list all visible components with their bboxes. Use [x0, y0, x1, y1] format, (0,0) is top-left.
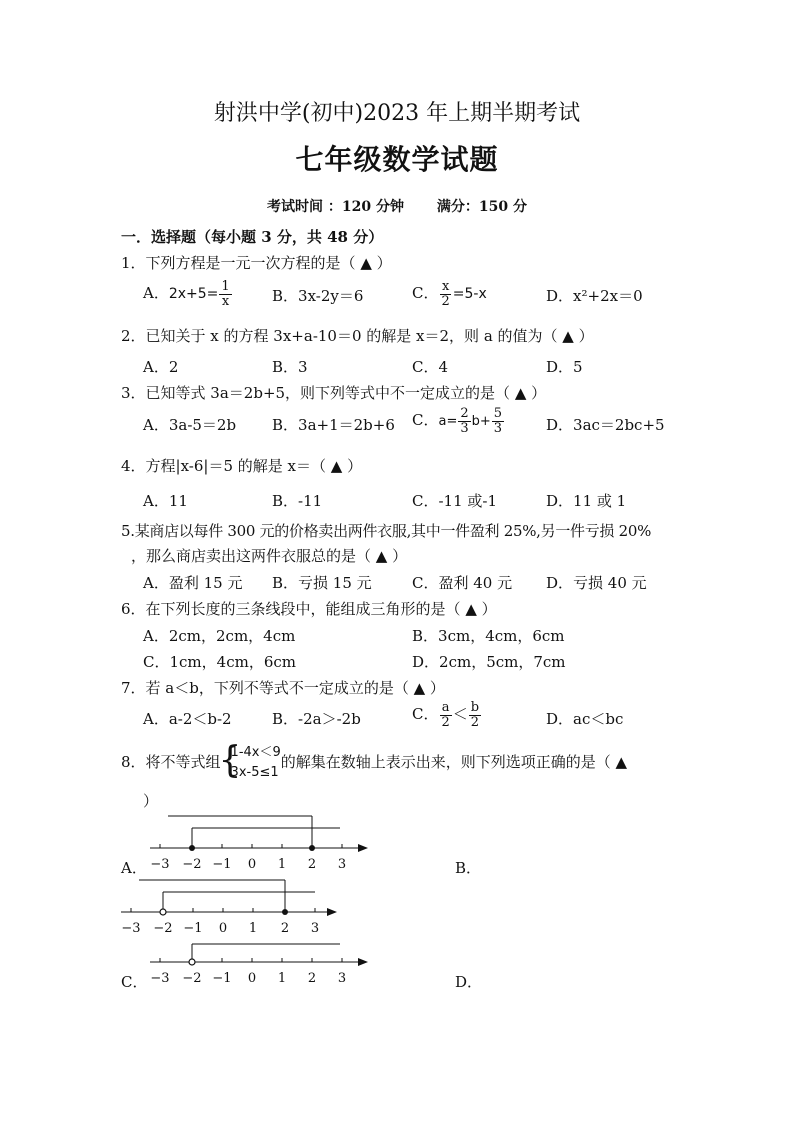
tick-label: 3 [310, 921, 320, 936]
tick-label: −1 [212, 971, 232, 986]
question-7-option-c: C． $\frac{a}{2}$ ＜ $\frac{b}{2}$ [412, 700, 480, 730]
question-6-option-a: A．2cm，2cm，4cm [143, 627, 296, 645]
tick-label: 0 [247, 971, 257, 986]
question-5-stem-line1: 5.某商店以每件 300 元的价格卖出两件衣服,其中一件盈利 25%,另一件亏损 20% [121, 522, 652, 540]
question-8-stem: 8．将不等式组 { 1-4x＜9 3x-5≤1 的解集在数轴上表示出来，则下列选项正确的是（ ▲ [121, 740, 628, 781]
number-line-b [113, 876, 353, 940]
exam-subtitle: 七年级数学试题 [295, 143, 499, 176]
question-5-option-d: D．亏损 40 元 [546, 574, 647, 592]
exam-title: 射洪中学(初中)2023 年上期半期考试 [213, 101, 581, 126]
question-6-option-d: D．2cm，5cm，7cm [412, 653, 566, 671]
question-2-stem: 2．已知关于 x 的方程 3x+a-10＝0 的解是 x＝2，则 a 的值为（ ▲ ） [121, 327, 594, 345]
question-3-option-a: A．3a-5＝2b [143, 416, 237, 434]
question-8-stem-line2: ） [143, 792, 159, 810]
question-2-option-c: C．4 [412, 358, 449, 376]
tick-label: −2 [182, 857, 202, 872]
question-5-option-b: B．亏损 15 元 [272, 574, 372, 592]
question-5-option-a: A．盈利 15 元 [143, 574, 243, 592]
tick-label: −3 [150, 857, 170, 872]
question-4-option-d: D．11 或 1 [546, 492, 627, 510]
question-2-option-d: D．5 [546, 358, 583, 376]
question-8-option-b: B． [455, 859, 482, 877]
question-6-option-b: B．3cm，4cm，6cm [412, 627, 565, 645]
question-3-stem: 3．已知等式 3a＝2b+5，则下列等式中不一定成立的是（ ▲ ） [121, 384, 547, 402]
section-heading: 一．选择题（每小题 3 分，共 48 分） [121, 228, 384, 246]
question-7-stem: 7．若 a＜b，下列不等式不一定成立的是（ ▲ ） [121, 679, 445, 697]
tick-label: 2 [280, 921, 290, 936]
question-1-option-c: C． $\frac{x}{2}$ =5-x [412, 279, 487, 309]
question-8-option-a: A． [121, 859, 147, 877]
question-6-option-c: C．1cm，4cm，6cm [143, 653, 296, 671]
question-4-stem: 4．方程|x-6|＝5 的解是 x＝（ ▲ ） [121, 457, 363, 475]
tick-label: 3 [337, 971, 347, 986]
question-1-option-a: A．2x+5= $\frac{1}{x}$ [143, 279, 230, 309]
exam-meta [0, 196, 794, 216]
question-8-option-c: C． [121, 973, 148, 991]
tick-label: 1 [277, 971, 287, 986]
tick-label: −3 [121, 921, 141, 936]
tick-label: −1 [212, 857, 232, 872]
tick-label: 1 [248, 921, 258, 936]
tick-label: −2 [153, 921, 173, 936]
tick-label: 0 [247, 857, 257, 872]
tick-label: 2 [307, 857, 317, 872]
question-4-option-c: C．-11 或-1 [412, 492, 498, 510]
tick-label: 1 [277, 857, 287, 872]
question-4-option-b: B．-11 [272, 492, 323, 510]
question-7-option-b: B．-2a＞-2b [272, 710, 361, 728]
number-line-c [140, 936, 380, 994]
question-3-option-d: D．3ac＝2bc+5 [546, 416, 665, 434]
inequality-system: { 1-4x＜9 3x-5≤1 [218, 740, 281, 781]
question-5-option-c: C．盈利 40 元 [412, 574, 513, 592]
question-3-option-c: C．a= $\frac{2}{3}$ b+ $\frac{5}{3}$ [412, 406, 503, 436]
question-5-stem-line2: ，那么商店卖出这两件衣服总的是（ ▲ ） [131, 547, 408, 565]
question-1-stem: 1．下列方程是一元一次方程的是（ ▲ ） [121, 254, 392, 272]
question-3-option-b: B．3a+1＝2b+6 [272, 416, 395, 434]
question-8-option-d: D． [455, 973, 483, 991]
question-7-option-d: D．ac＜bc [546, 710, 624, 728]
tick-label: 2 [307, 971, 317, 986]
question-7-option-a: A．a-2＜b-2 [143, 710, 232, 728]
number-line-a [140, 812, 380, 880]
question-2-option-a: A．2 [143, 358, 179, 376]
tick-label: −3 [150, 971, 170, 986]
exam-score: 满分：150 分 [436, 199, 527, 215]
tick-label: −2 [182, 971, 202, 986]
question-6-stem: 6．在下列长度的三条线段中，能组成三角形的是（ ▲ ） [121, 600, 497, 618]
tick-label: 3 [337, 857, 347, 872]
tick-label: 0 [218, 921, 228, 936]
question-1-option-b: B．3x-2y＝6 [272, 287, 364, 305]
question-4-option-a: A．11 [143, 492, 188, 510]
tick-label: −1 [183, 921, 203, 936]
question-2-option-b: B．3 [272, 358, 308, 376]
exam-time: 考试时间 ：120 分钟 [267, 199, 404, 215]
question-1-option-d: D．x²+2x＝0 [546, 287, 643, 305]
